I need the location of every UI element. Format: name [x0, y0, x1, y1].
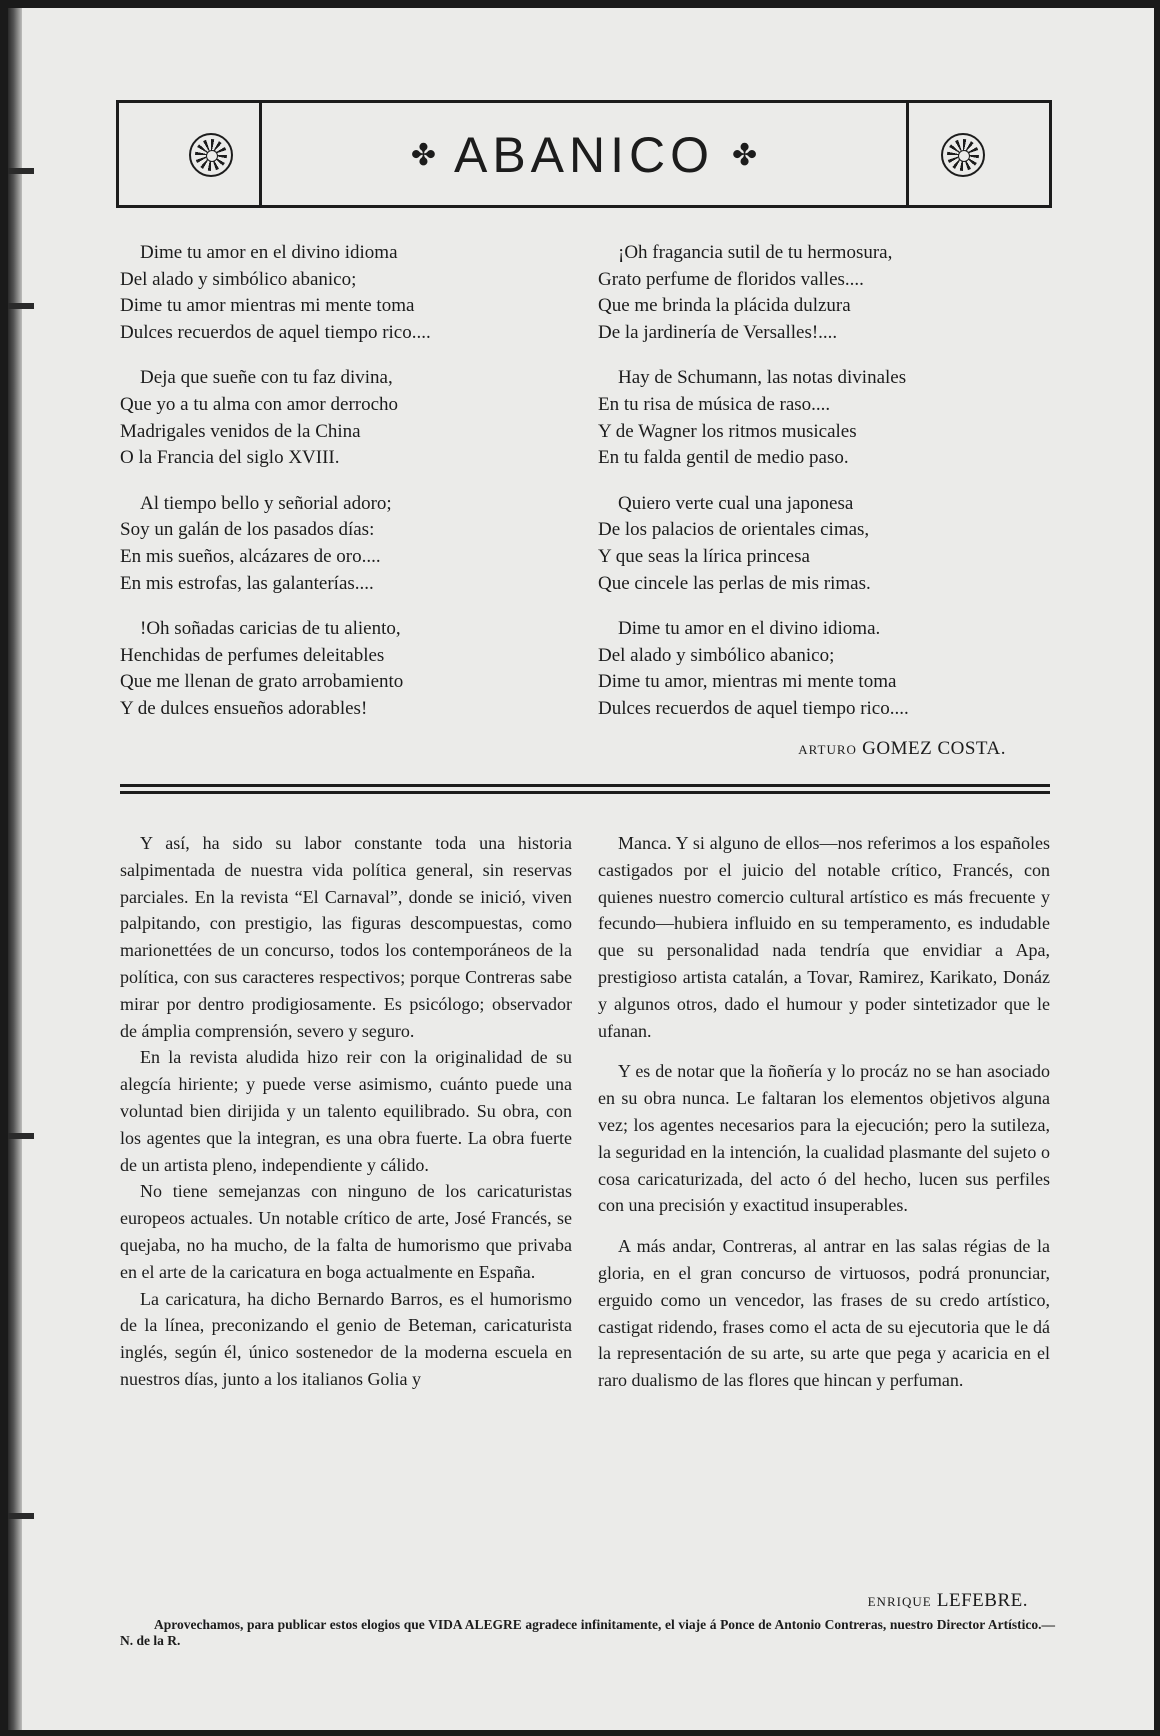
poem-line: Hay de Schumann, las notas divinales: [618, 367, 907, 389]
signature-name: GOMEZ COSTA.: [862, 737, 1006, 759]
poem-line: !Oh soñadas caricias de tu aliento,: [140, 618, 401, 640]
poem-line: Que me llenan de grato arrobamiento: [120, 671, 404, 693]
article-column-right: [598, 830, 1050, 1394]
signature-name: LEFEBRE.: [936, 1590, 1028, 1611]
title-row: [271, 127, 897, 183]
poem-line: Quiero verte cual una japonesa: [618, 492, 854, 514]
poem-line: Y que seas la lírica princesa: [598, 545, 810, 567]
poem-line: En tu falda gentil de medio paso.: [598, 447, 849, 469]
page-binding: [8, 8, 22, 1730]
poem-stanza: [120, 365, 560, 471]
poem-stanza: [120, 240, 560, 346]
article-paragraph: Manca. Y si alguno de ellos—nos referimos a los españoles castigados por el juicio del notable crítico, Francés, con quienes nuestro comercio cultural artístico es más frecuente y fecundo—hubiera influido en su temperamento, es indudable que su personalidad nada tendría que envidiar a Apa, prestigioso artista catalán, a Tovar, Ramirez, Karikato, Donáz y algunos otros, dado el humour y poder sintetizador que le ufanan.: [598, 833, 1050, 1041]
article-column-left: [120, 830, 572, 1393]
poem-line: Henchidas de perfumes deleitables: [120, 644, 385, 666]
rosette-icon: [941, 133, 985, 177]
article-paragraph: En la revista aludida hizo reir con la originalidad de su alegcía hiriente; y puede verse asimismo, cuánto puede una voluntad bien dirijida y un talento equilibrado. Su obra, con los agentes que la integran, es una obra fuerte. La obra fuerte de un artista pleno, independiente y cálido.: [120, 1047, 572, 1175]
poem-line: Que yo a tu alma con amor derrocho: [120, 393, 399, 415]
binding-stitch: [8, 1513, 34, 1519]
poem-column-left: [120, 240, 560, 742]
poem-line: Dulces recuerdos de aquel tiempo rico....: [120, 321, 431, 343]
fleuron-icon: ✤: [732, 138, 758, 172]
header-divider: [906, 103, 909, 205]
poem-stanzas: [598, 240, 1038, 723]
rosette-icon: [189, 133, 233, 177]
poem-line: Que me brinda la plácida dulzura: [598, 295, 851, 317]
poem-line: Que cincele las perlas de mis rimas.: [598, 572, 871, 594]
signature-prefix: ARTURO: [798, 741, 857, 757]
poem-line: En mis estrofas, las galanterías....: [120, 572, 374, 594]
poem-line: Dime tu amor mientras mi mente toma: [120, 295, 415, 317]
binding-stitch: [8, 1133, 34, 1139]
poem-stanza: [598, 240, 1038, 346]
poem-line: ¡Oh fragancia sutil de tu hermosura,: [618, 242, 893, 263]
poem-stanza: [598, 616, 1038, 722]
magazine-page: [8, 8, 1154, 1730]
poem-stanza: [120, 491, 560, 597]
article-paragraph: Y así, ha sido su labor constante toda una historia salpimentada de nuestra vida política general, sin reservas parciales. En la revista “El Carnaval”, donde se inició, viven palpitando, con prestigio, las figuras descompuestas, como marionettées de un concurso, todos los contemporáneos de la política, con sus caracteres respectivos; porque Contreras sabe mirar por dentro prodigiosamente. Es psicólogo; observador de ámplia comprensión, severo y seguro.: [120, 833, 572, 1041]
poem-line: En tu risa de música de raso....: [598, 393, 831, 415]
poem-signature: [598, 736, 1038, 764]
poem-line: Dime tu amor, mientras mi mente toma: [598, 671, 897, 693]
editor-footnote: [120, 1617, 1055, 1648]
poem-line: Dime tu amor en el divino idioma.: [618, 618, 881, 640]
poem-line: Del alado y simbólico abanico;: [120, 268, 357, 290]
binding-stitch: [8, 303, 34, 309]
poem-line: De la jardinería de Versalles!....: [598, 321, 838, 343]
poem-line: Del alado y simbólico abanico;: [598, 644, 835, 666]
poem-line: Madrigales venidos de la China: [120, 420, 361, 442]
article-paragraph: No tiene semejanzas con ninguno de los caricaturistas europeos actuales. Un notable crítico de arte, José Francés, se quejaba, no ha mucho, de la falta de humorismo que privaba en el arte de la caricatura en boga actualmente en España.: [120, 1181, 572, 1282]
poem-line: Dulces recuerdos de aquel tiempo rico....: [598, 697, 909, 719]
fleuron-icon: ✤: [410, 138, 436, 172]
article-paragraph: A más andar, Contreras, al antrar en las salas régias de la gloria, en el gran concurso de virtuosos, podrá pronunciar, erguido como un vencedor, las frases de su credo artístico, castigat ridendo, frases como el acta de su ejecutoria que le dá la representación de su arte, su arte que pega y acaricia en el raro dualismo de las flores que hincan y perfuman.: [598, 1236, 1050, 1391]
poem-stanza: [120, 616, 560, 722]
poem-line: O la Francia del siglo XVIII.: [120, 447, 340, 469]
article-paragraph: Y es de notar que la ñoñería y lo procáz no se han asociado en su obra nunca. Le faltaran los elementos objetivos alguna vez; los agentes necesarios para la ejecución; pero la sutileza, la seguridad en la intención, la cualidad plasmante del sujeto o cosa caricaturizada, del acto ó del hecho, lucen sus perfiles con una precisión y exactitud insuperables.: [598, 1061, 1050, 1216]
poem-line: Al tiempo bello y señorial adoro;: [140, 492, 392, 514]
poem-stanza: [598, 365, 1038, 471]
poem-line: Y de dulces ensueños adorables!: [120, 697, 368, 719]
signature-prefix: ENRIQUE: [867, 1594, 932, 1609]
section-separator: [120, 784, 1050, 798]
header-divider: [259, 103, 262, 205]
poem-line: De los palacios de orientales cimas,: [598, 519, 870, 541]
poem-line: Deja que sueñe con tu faz divina,: [140, 367, 393, 389]
article-signature: [598, 1590, 1028, 1612]
poem-line: Soy un galán de los pasados días:: [120, 519, 375, 541]
poem-line: Grato perfume de floridos valles....: [598, 268, 864, 290]
poem-stanza: [598, 491, 1038, 597]
page-title: ABANICO: [453, 127, 715, 183]
separator-rule: [120, 784, 1050, 787]
poem-column-right: [598, 240, 1038, 763]
article-paragraph: La caricatura, ha dicho Bernardo Barros, es el humorismo de la línea, preconizando el genio de Beteman, caricaturista inglés, según él, único sostenedor de la moderna escuela en nuestros días, junto a los italianos Golia y: [120, 1288, 572, 1389]
separator-rule: [120, 791, 1050, 794]
binding-stitch: [8, 168, 34, 174]
footnote-text: Aprovechamos, para publicar estos elogios que VIDA ALEGRE agradece infinitamente, el viaje á Ponce de Antonio Contreras, nuestro Director Artístico.—N. de la R.: [120, 1617, 1055, 1648]
poem-line: En mis sueños, alcázares de oro....: [120, 545, 381, 567]
header-box: [116, 100, 1052, 208]
poem-line: Dime tu amor en el divino idioma: [140, 242, 398, 263]
poem-line: Y de Wagner los ritmos musicales: [598, 420, 857, 442]
